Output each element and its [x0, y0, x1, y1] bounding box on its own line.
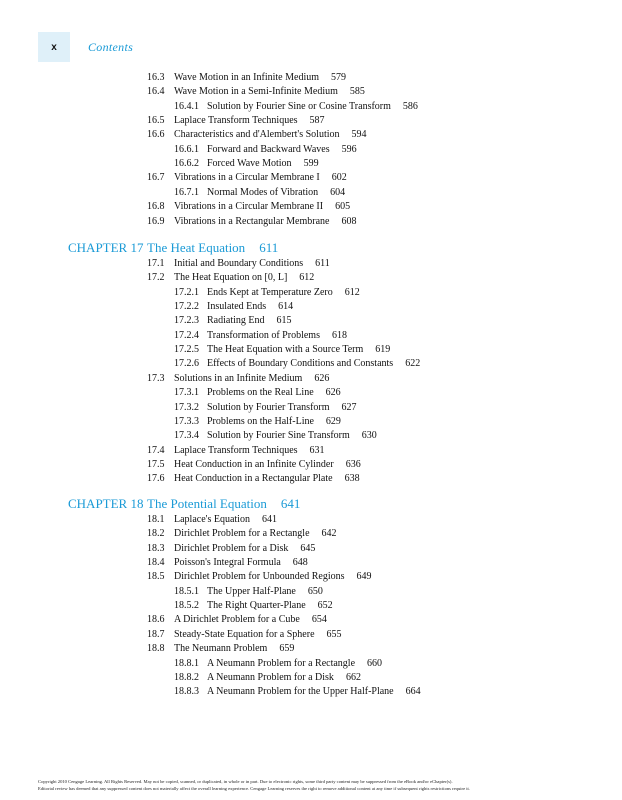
toc-subsection-entry [174, 416, 341, 428]
toc-entry-page: 652 [317, 600, 333, 612]
toc-entry-number: 18.8.1 [174, 657, 199, 669]
toc-entry-number: 18.4 [147, 557, 165, 569]
toc-entry-number: 16.7.1 [174, 186, 199, 198]
toc-subsection-entry [174, 430, 377, 442]
toc-entry-number: 17.3 [147, 372, 165, 384]
toc-entry-page: 594 [351, 129, 367, 141]
toc-subsection-entry [174, 344, 390, 356]
toc-entry-number: 17.2 [147, 272, 165, 284]
toc-entry-title: Effects of Boundary Conditions and Constants [207, 358, 394, 370]
toc-section-entry [147, 216, 356, 228]
toc-entry-page: 664 [405, 686, 421, 698]
toc-entry-title: The Right Quarter-Plane [207, 600, 306, 612]
toc-entry-number: 16.7 [147, 172, 165, 184]
toc-entry-number: 18.6 [147, 614, 165, 626]
toc-entry-title: Wave Motion in an Infinite Medium [174, 72, 319, 83]
toc-section-entry [147, 201, 350, 213]
toc-entry-page: 655 [326, 628, 342, 640]
toc-entry-title: Forward and Backward Waves [207, 143, 330, 155]
toc-entry-number: 17.2.4 [174, 329, 199, 341]
toc-entry-number: 16.8 [147, 201, 165, 213]
toc-entry-number: 17.3.4 [174, 430, 199, 442]
running-head: Contents [88, 40, 134, 54]
toc-entry-number: 16.6 [147, 129, 165, 141]
toc-entry-title: Dirichlet Problem for Unbounded Regions [174, 571, 345, 583]
chapter-label: CHAPTER 17 [68, 240, 144, 255]
toc-section-entry [147, 643, 294, 655]
toc-subsection-entry [174, 600, 333, 612]
toc-entry-title: Ends Kept at Temperature Zero [207, 286, 333, 298]
toc-section-entry [147, 571, 372, 583]
toc-entry-number: 16.5 [147, 115, 165, 127]
toc-entry-title: Vibrations in a Circular Membrane II [174, 201, 324, 213]
toc-entry-number: 17.5 [147, 458, 165, 470]
toc-entry-title: The Upper Half-Plane [207, 585, 296, 597]
toc-entry-number: 16.3 [147, 72, 165, 83]
toc-entry-page: 629 [325, 415, 341, 427]
toc-section-entry [147, 514, 277, 526]
toc-entry-number: 18.5.1 [174, 585, 199, 597]
toc-section-entry [147, 86, 365, 98]
toc-entry-title: Characteristics and d'Alembert's Solution [174, 129, 340, 141]
toc-subsection-entry [174, 187, 345, 199]
toc-section-entry [147, 543, 315, 555]
toc-section-entry [147, 528, 337, 540]
toc-entry-title: Dirichlet Problem for a Rectangle [174, 528, 310, 540]
chapter-page: 611 [259, 240, 279, 255]
toc-entry-page: 636 [345, 458, 361, 470]
toc-entry-title: Transformation of Problems [207, 329, 320, 341]
toc-section-entry [147, 557, 308, 569]
toc-entry-title: Poisson's Integral Formula [174, 557, 281, 569]
chapter-label: CHAPTER 18 [68, 496, 144, 511]
toc-entry-page: 614 [278, 301, 294, 313]
toc-section-entry [147, 614, 327, 626]
toc-subsection-entry [174, 686, 421, 698]
toc-entry-page: 618 [331, 329, 347, 341]
toc-entry-number: 17.2.5 [174, 344, 199, 356]
toc-entry-page: 649 [356, 571, 372, 583]
toc-entry-title: Vibrations in a Rectangular Membrane [174, 215, 330, 227]
chapter-title: The Heat Equation [147, 240, 246, 255]
chapter-title-group [147, 241, 278, 255]
toc-entry-number: 17.2.6 [174, 358, 199, 370]
toc-section-entry [147, 473, 360, 485]
toc-entry-title: The Heat Equation with a Source Term [207, 344, 364, 356]
chapter-heading [68, 496, 301, 511]
toc-entry-number: 17.3.1 [174, 387, 199, 399]
toc-entry-page: 608 [341, 215, 357, 227]
toc-entry-title: Problems on the Half-Line [207, 415, 314, 427]
toc-subsection-entry [174, 101, 418, 113]
toc-section-entry [147, 72, 346, 84]
toc-entry-number: 18.8.2 [174, 671, 199, 683]
toc-section-entry [147, 373, 329, 385]
toc-entry-title: A Neumann Problem for the Upper Half-Plane [207, 686, 394, 698]
chapter-title-group [147, 497, 300, 511]
toc-entry-page: 648 [292, 557, 308, 569]
toc-entry-number: 18.7 [147, 628, 165, 640]
toc-entry-page: 630 [361, 430, 377, 442]
toc-entry-title: Solution by Fourier Sine Transform [207, 430, 350, 442]
toc-entry-title: Solution by Fourier Sine or Cosine Transform [207, 100, 391, 112]
toc-entry-number: 17.2.2 [174, 301, 199, 313]
toc-entry-title: Forced Wave Motion [207, 158, 292, 170]
chapter-title: The Potential Equation [147, 496, 267, 511]
toc-entry-title: A Neumann Problem for a Rectangle [207, 657, 356, 669]
toc-entry-title: Steady-State Equation for a Sphere [174, 628, 315, 640]
toc-section-entry [147, 272, 314, 284]
toc-entry-title: The Heat Equation on [0, L] [174, 272, 288, 284]
toc-entry-page: 612 [299, 272, 315, 284]
toc-entry-page: 659 [279, 643, 295, 655]
toc-entry-page: 596 [341, 143, 357, 155]
toc-subsection-entry [174, 330, 347, 342]
toc-entry-title: Laplace's Equation [174, 514, 250, 525]
toc-entry-title: Wave Motion in a Semi-Infinite Medium [174, 86, 338, 98]
toc-entry-number: 18.5 [147, 571, 165, 583]
toc-subsection-entry [174, 658, 382, 670]
toc-entry-page: 586 [402, 100, 418, 112]
chapter-heading [68, 240, 279, 255]
toc-entry-page: 585 [349, 86, 365, 98]
toc-entry-page: 612 [344, 286, 360, 298]
toc-entry-title: The Neumann Problem [174, 643, 268, 655]
toc-entry-page: 627 [341, 401, 357, 413]
toc-entry-page: 645 [300, 542, 316, 554]
toc-entry-title: Heat Conduction in a Rectangular Plate [174, 473, 333, 485]
toc-entry-title: Laplace Transform Techniques [174, 115, 298, 127]
toc-subsection-entry [174, 387, 341, 399]
toc-subsection-entry [174, 287, 360, 299]
toc-subsection-entry [174, 586, 323, 598]
toc-entry-title: Radiating End [207, 315, 265, 327]
toc-section-entry [147, 258, 330, 270]
page-number: x [38, 32, 70, 62]
toc-entry-number: 17.2.3 [174, 315, 199, 327]
toc-subsection-entry [174, 158, 319, 170]
toc-entry-title: Normal Modes of Vibration [207, 186, 319, 198]
toc-entry-number: 17.6 [147, 473, 165, 485]
toc-entry-title: Problems on the Real Line [207, 387, 314, 399]
toc-entry-page: 662 [345, 671, 361, 683]
toc-section-entry [147, 172, 347, 184]
toc-entry-page: 642 [321, 528, 337, 540]
toc-entry-number: 18.8 [147, 643, 165, 655]
toc-entry-page: 587 [309, 115, 325, 127]
toc-section-entry [147, 629, 342, 641]
toc-entry-title: A Neumann Problem for a Disk [207, 671, 334, 683]
toc-entry-page: 641 [261, 514, 277, 525]
toc-entry-number: 18.2 [147, 528, 165, 540]
toc-entry-page: 638 [344, 473, 360, 485]
toc-entry-number: 18.3 [147, 542, 165, 554]
toc-section-entry [147, 129, 367, 141]
toc-entry-title: Initial and Boundary Conditions [174, 258, 304, 269]
toc-entry-number: 17.1 [147, 258, 165, 269]
toc-entry-number: 16.9 [147, 215, 165, 227]
toc-entry-page: 650 [307, 585, 323, 597]
toc-entry-number: 16.6.1 [174, 143, 199, 155]
toc-entry-title: Vibrations in a Circular Membrane I [174, 172, 320, 184]
toc-entry-title: Heat Conduction in an Infinite Cylinder [174, 458, 334, 470]
toc-subsection-entry [174, 315, 292, 327]
toc-entry-title: Insulated Ends [207, 301, 267, 313]
chapter-page: 641 [280, 496, 301, 511]
toc-entry-page: 626 [325, 387, 341, 399]
copyright-line-1: Copyright 2010 Cengage Learning. All Rights Reserved. May not be copied, scanned, or duplicated, in whole or in part. Due to electronic rights, some third party content may be suppressed from the eBook and/or eChapter(s). [38, 779, 453, 784]
toc-entry-title: Solution by Fourier Transform [207, 401, 330, 413]
toc-entry-number: 17.3.3 [174, 415, 199, 427]
toc-section-entry [147, 115, 325, 127]
toc-section-entry [147, 459, 361, 471]
toc-entry-page: 615 [276, 315, 292, 327]
toc-entry-page: 626 [314, 372, 330, 384]
toc-entry-number: 18.8.3 [174, 686, 199, 698]
copyright-line-2: Editorial review has deemed that any suppressed content does not materially affect the overall learning experience. Cengage Learning reserves the right to remove additional content at any time if subsequent rights restrictions require it. [38, 786, 470, 791]
toc-entry-title: Dirichlet Problem for a Disk [174, 542, 289, 554]
toc-entry-page: 660 [367, 657, 383, 669]
toc-subsection-entry [174, 301, 293, 313]
toc-entry-number: 17.4 [147, 444, 165, 456]
toc-subsection-entry [174, 358, 420, 370]
toc-entry-page: 619 [375, 344, 391, 356]
toc-entry-page: 654 [311, 614, 327, 626]
toc-entry-number: 16.6.2 [174, 158, 199, 170]
toc-entry-page: 611 [315, 258, 330, 269]
toc-section-entry [147, 445, 325, 457]
toc-subsection-entry [174, 672, 361, 684]
toc-entry-number: 17.2.1 [174, 286, 199, 298]
toc-entry-page: 599 [303, 158, 319, 170]
toc-entry-number: 16.4.1 [174, 100, 199, 112]
toc-entry-number: 16.4 [147, 86, 165, 98]
toc-entry-number: 17.3.2 [174, 401, 199, 413]
toc-entry-number: 18.5.2 [174, 600, 199, 612]
toc-entry-title: Solutions in an Infinite Medium [174, 372, 303, 384]
toc-subsection-entry [174, 144, 357, 156]
toc-entry-page: 604 [330, 186, 346, 198]
toc-entry-page: 579 [331, 72, 346, 83]
toc-entry-page: 605 [335, 201, 351, 213]
toc-entry-page: 602 [331, 172, 347, 184]
toc-entry-title: Laplace Transform Techniques [174, 444, 298, 456]
toc-entry-page: 631 [309, 444, 325, 456]
toc-entry-title: A Dirichlet Problem for a Cube [174, 614, 300, 626]
toc-entry-number: 18.1 [147, 514, 165, 525]
toc-subsection-entry [174, 402, 357, 414]
toc-entry-page: 622 [405, 358, 421, 370]
